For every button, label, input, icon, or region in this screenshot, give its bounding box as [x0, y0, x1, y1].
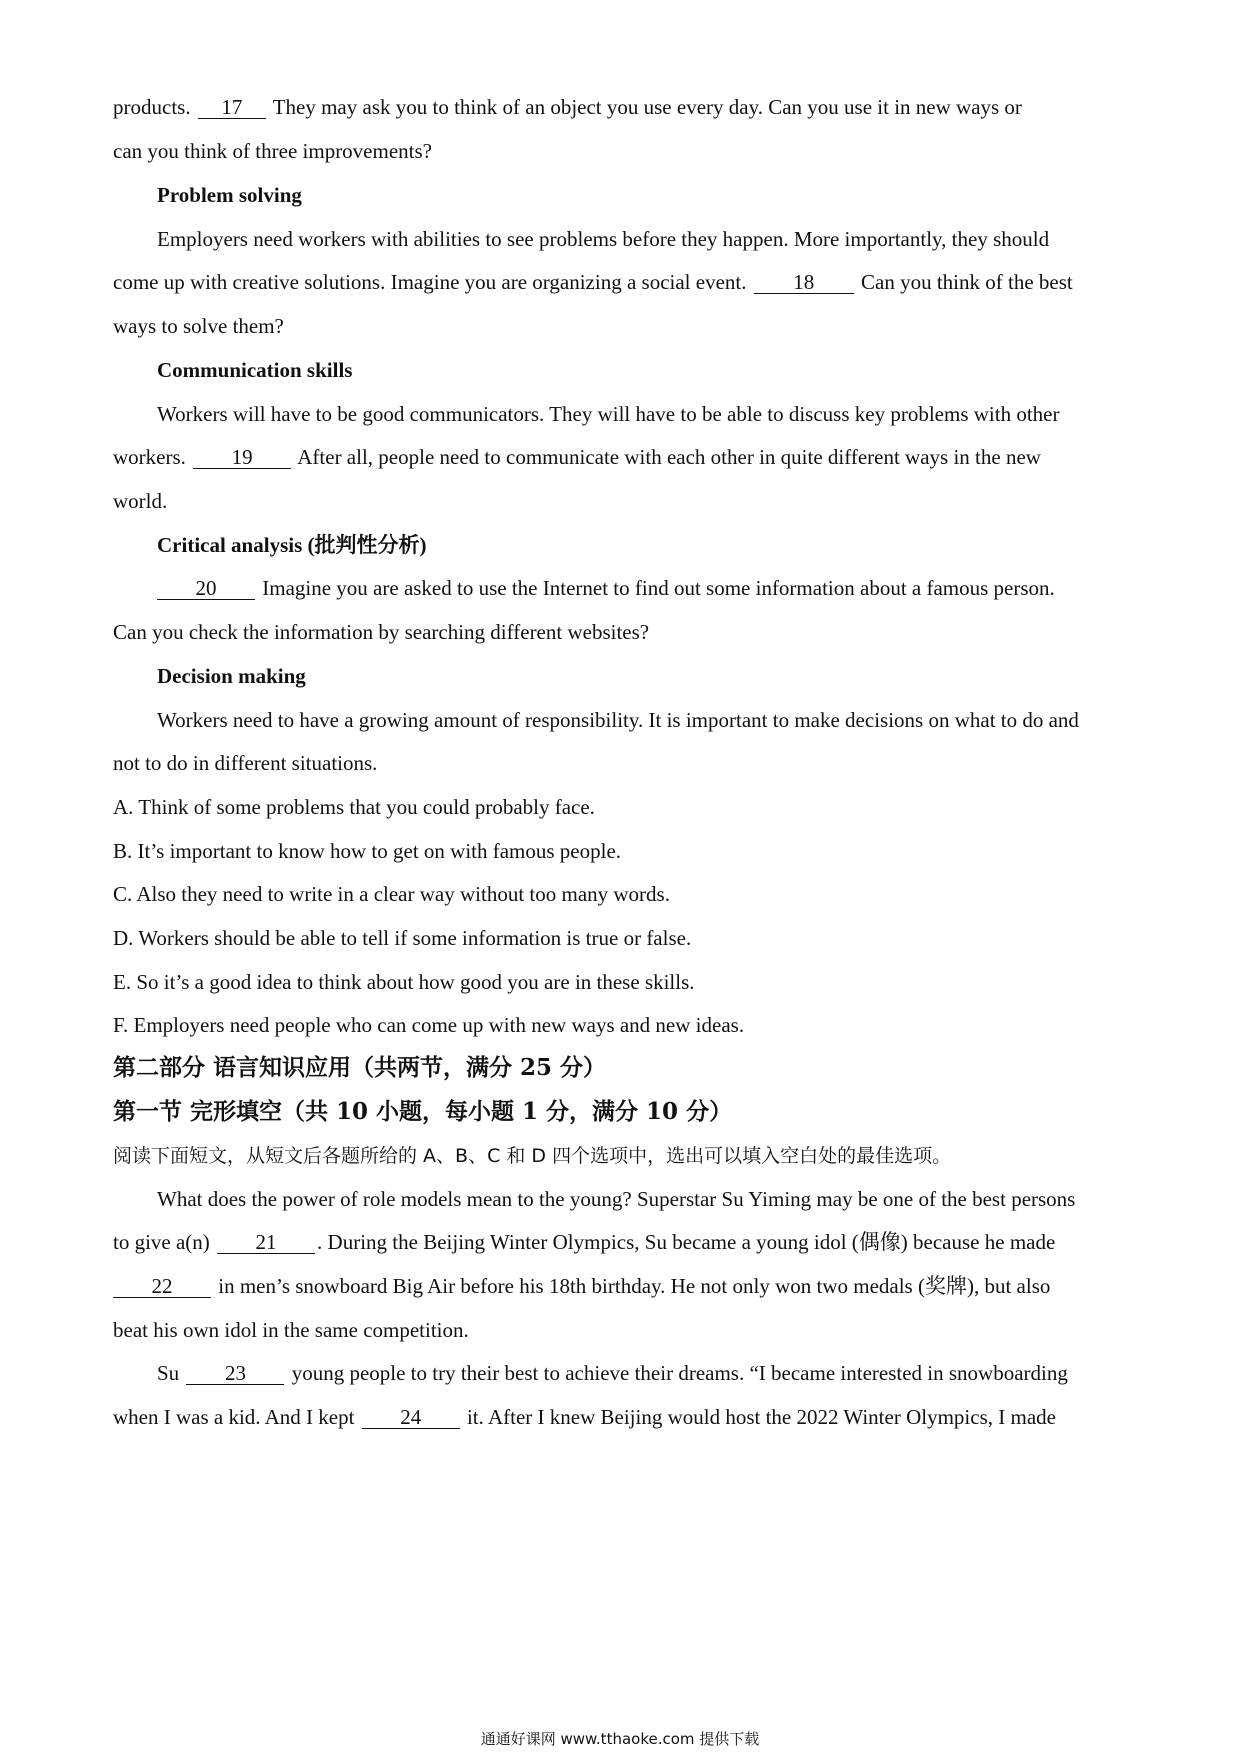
paragraph-line: Employers need workers with abilities to see problems before they happen. More importantly, they should: [157, 227, 1050, 251]
page-footer: 通通好课网 www.tthaoke.com 提供下载: [480, 1730, 760, 1748]
text-segment: After all, people need to communicate with each other in quite different ways in the new: [297, 445, 1041, 469]
text-segment: to give a(n): [113, 1230, 210, 1254]
section-heading-communication-skills: Communication skills: [157, 358, 353, 382]
part-title: 第二部分 语言知识应用（共两节，满分 25 分）: [113, 1054, 607, 1081]
blank-20: 20: [157, 577, 255, 600]
paragraph-line: world.: [113, 489, 168, 513]
paragraph-line: [113, 443, 1143, 471]
text-segment: Imagine you are asked to use the Internet to find out some information about a famous person.: [262, 576, 1055, 600]
option-c: C. Also they need to write in a clear way without too many words.: [113, 882, 670, 906]
section-heading-problem-solving: Problem solving: [157, 183, 302, 207]
paragraph-line: Workers will have to be good communicators. They will have to be able to discuss key problems with other: [157, 402, 1060, 426]
text-segment: come up with creative solutions. Imagine you are organizing a social event.: [113, 270, 747, 294]
blank-23: 23: [186, 1362, 284, 1385]
text-segment: when I was a kid. And I kept: [113, 1405, 355, 1429]
option-e: E. So it’s a good idea to think about how good you are in these skills.: [113, 970, 695, 994]
text-segment: in men’s snowboard Big Air before his 18th birthday. He not only won two medals (奖牌), but also: [218, 1274, 1051, 1298]
paragraph-line: not to do in different situations.: [113, 751, 378, 775]
section-heading-decision-making: Decision making: [157, 664, 306, 688]
text-segment: Su: [157, 1361, 180, 1385]
section-heading-critical-analysis: Critical analysis (批判性分析): [157, 533, 427, 557]
paragraph-line: [113, 93, 1143, 121]
paragraph-line: [113, 1228, 1143, 1256]
paragraph-line: [157, 1359, 1187, 1387]
text-segment: young people to try their best to achieve their dreams. “I became interested in snowboarding: [291, 1361, 1068, 1385]
blank-21: 21: [217, 1231, 315, 1254]
blank-22: 22: [113, 1275, 211, 1298]
paragraph-line: beat his own idol in the same competition.: [113, 1318, 469, 1342]
blank-18: 18: [754, 271, 854, 294]
text-segment: They may ask you to think of an object you use every day. Can you use it in new ways or: [272, 95, 1022, 119]
text-segment: workers.: [113, 445, 186, 469]
blank-17: 17: [198, 96, 266, 119]
paragraph-line: [113, 1272, 1143, 1300]
text-segment: it. After I knew Beijing would host the 2022 Winter Olympics, I made: [466, 1405, 1056, 1429]
section-title: 第一节 完形填空（共 10 小题，每小题 1 分，满分 10 分）: [113, 1098, 733, 1125]
text-segment: products.: [113, 95, 191, 119]
paragraph-line: [113, 268, 1143, 296]
option-f: F. Employers need people who can come up with new ways and new ideas.: [113, 1013, 745, 1037]
paragraph-line: Workers need to have a growing amount of responsibility. It is important to make decisions on what to do and: [157, 708, 1079, 732]
option-b: B. It’s important to know how to get on with famous people.: [113, 839, 622, 863]
paragraph-line: can you think of three improvements?: [113, 139, 432, 163]
blank-19: 19: [193, 446, 291, 469]
paragraph-line: Can you check the information by searching different websites?: [113, 620, 650, 644]
text-segment: . During the Beijing Winter Olympics, Su became a young idol (偶像) because he made: [317, 1230, 1056, 1254]
option-d: D. Workers should be able to tell if some information is true or false.: [113, 926, 692, 950]
paragraph-line: [157, 574, 1187, 602]
blank-24: 24: [362, 1406, 460, 1429]
instruction-text: 阅读下面短文，从短文后各题所给的 A、B、C 和 D 四个选项中，选出可以填入空白处的最佳选项。: [113, 1145, 952, 1167]
paragraph-line: What does the power of role models mean to the young? Superstar Su Yiming may be one of the best persons: [157, 1187, 1076, 1211]
paragraph-line: ways to solve them?: [113, 314, 284, 338]
option-a: A. Think of some problems that you could probably face.: [113, 795, 595, 819]
paragraph-line: [113, 1403, 1143, 1431]
text-segment: Can you think of the best: [861, 270, 1073, 294]
